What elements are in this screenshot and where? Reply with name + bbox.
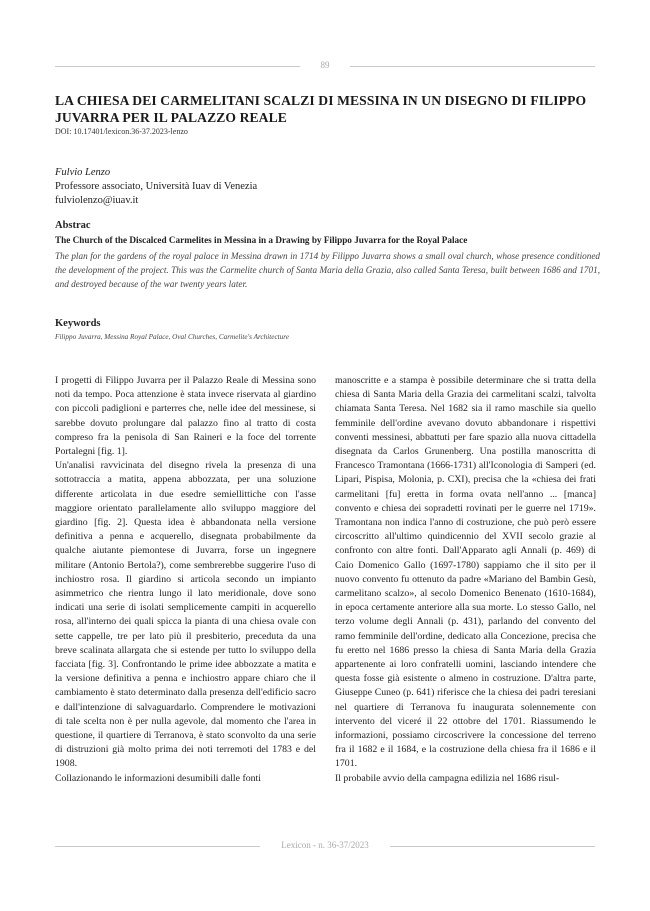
body-paragraph: I progetti di Filippo Juvarra per il Palazzo Reale di Messina sono noti da tempo. Poca attenzione è stata invece riservata al giardino con piccoli padiglioni e parterres che, nelle idee del messinese, si sarebbe dovuto prolungare dal palazzo fino al tratto di costa compreso fra la penisola di San Raineri e la foce del torrente Portalegni [fig. 1]. <box>55 375 316 458</box>
page-header <box>55 60 595 72</box>
author-name: Fulvio Lenzo <box>55 167 111 178</box>
body-paragraph: Un'analisi ravvicinata del disegno rivela la presenza di una sottotraccia a matita, appena abbozzata, per una soluzione differente articolata in due esedre semiellittiche con l'asse maggiore orientato parallelamente allo sviluppo maggiore del giardino [fig. 2]. Questa idea è abbandonata nella versione definitiva a penna e acquerello, disegnata probabilmente da qualche aiutante piemontese di Juvarra, forse un ingegnere militare (Antonio Bertola?), come sembrerebbe suggerire l'uso di inchiostro rosa. Il giardino si articola secondo un impianto asimmetrico che rientra lungo il lato meridionale, dove sono indicati una serie di isolati semplicemente campiti in acquerello rosa, all'interno dei quali spicca la pianta di una chiesa ovale con sette cappelle, tre per lato più il presbiterio, preceduta da una breve scalinata allargata che si estende per tutto lo sviluppo della facciata [fig. 3]. Confrontando le prime idee abbozzate a matita e la versione definitiva a penna e inchiostro appare chiaro che il cambiamento è stato determinato dalla presenza dell'edificio sacro e dall'intenzione di salvaguardarlo. Comprendere le motivazioni di tale scelta non è per nulla agevole, dal momento che l'area in questione, il quartiere di Terranova, è stato sconvolto da una serie di distruzioni già molto prima dei noti terremoti del 1783 e del 1908. <box>55 460 316 770</box>
header-rule-right <box>350 66 595 67</box>
body-column-right <box>335 374 596 844</box>
author-block <box>55 166 455 208</box>
keywords-text: Filippo Juvarra, Messina Royal Palace, Oval Churches, Carmelite's Architecture <box>55 333 289 341</box>
page-number: 89 <box>320 60 330 70</box>
article-title: LA CHIESA DEI CARMELITANI SCALZI DI MESSINA IN UN DISEGNO DI FILIPPO JUVARRA PER IL PALAZZO REALE <box>55 93 587 125</box>
doi: DOI: 10.17401/lexicon.36-37.2023-lenzo <box>55 127 188 136</box>
keywords-heading: Keywords <box>55 318 101 329</box>
abstract-text: The plan for the gardens of the royal palace in Messina drawn in 1714 by Filippo Juvarra shows a small oval church, whose presence conditioned the development of the project. This was the Carmelite church of Santa Maria della Grazia, also called Santa Teresa, built between 1686 and 1701, and destroyed because of the war twenty years later. <box>55 251 600 289</box>
footer-rule-right <box>390 846 595 847</box>
abstract-title: The Church of the Discalced Carmelites in Messina in a Drawing by Filippo Juvarra for the Royal Palace <box>55 235 468 245</box>
body-paragraph: manoscritte e a stampa è possibile determinare che si tratta della chiesa di Santa Maria della Grazia dei carmelitani scalzi, talvolta chiamata Santa Teresa. Nel 1682 sia il ramo maschile sia quello femminile dell'ordine avevano dovuto abbandonare i rispettivi conventi messinesi, abbattuti per fare spazio alla nuova cittadella disegnata da Carlos Grunenberg. Una postilla manoscritta di Francesco Tramontana (1666-1731) all'Iconologia di Samperi (ed. Lipari, Pispisa, Molonia, p. CXI), precisa che la «chiesa dei frati carmelitani [fu] eretta in forma ovata nell'anno ... [manca] convento e chiesa dei sopradetti rovinati per le guerre nel 1719». Tramontana non indica l'anno di costruzione, che può però essere circoscritto all'ultimo quindicennio del XVII secolo grazie al confronto con altre fonti. Dall'Apparato agli Annali (p. 469) di Caio Domenico Gallo (1697-1780) sappiamo che il sito per il nuovo convento fu ottenuto da padre «Mariano del Bambin Gesù, carmelitano scalzo», al secolo Domenico Benenato (1610-1684), in epoca certamente anteriore alla sua morte. Lo stesso Gallo, nel terzo volume degli Annali (p. 431), parlando del convento del ramo femminile dell'ordine, dedicato alla Concezione, precisa che fu eretto nel 1686 presso la chiesa di Santa Maria della Grazia appartenente ai loro confratelli uomini, lasciando intendere che questa fosse già esistente o almeno in costruzione. D'altra parte, Giuseppe Cuneo (p. 641) riferisce che la chiesa dei padri teresiani nel quartiere di Terranova fu inaugurata solennemente con intervento del viceré il 22 ottobre del 1701. Riassumendo le informazioni, possiamo circoscrivere la concessione del terreno fra il 1682 e il 1684, e la costruzione della chiesa fra il 1686 e il 1701. <box>335 375 596 770</box>
body-paragraph: Collazionando le informazioni desumibili dalle fonti <box>55 772 261 784</box>
journal-footer: Lexicon - n. 36-37/2023 <box>281 840 369 850</box>
author-role: Professore associato, Università Iuav di Venezia <box>55 181 258 192</box>
abstract-heading: Abstrac <box>55 220 91 231</box>
body-column-left <box>55 374 316 844</box>
body-paragraph: Il probabile avvio della campagna edilizia nel 1686 risul- <box>335 772 560 784</box>
page-footer <box>55 840 595 852</box>
author-email[interactable]: fulviolenzo@iuav.it <box>55 195 139 206</box>
